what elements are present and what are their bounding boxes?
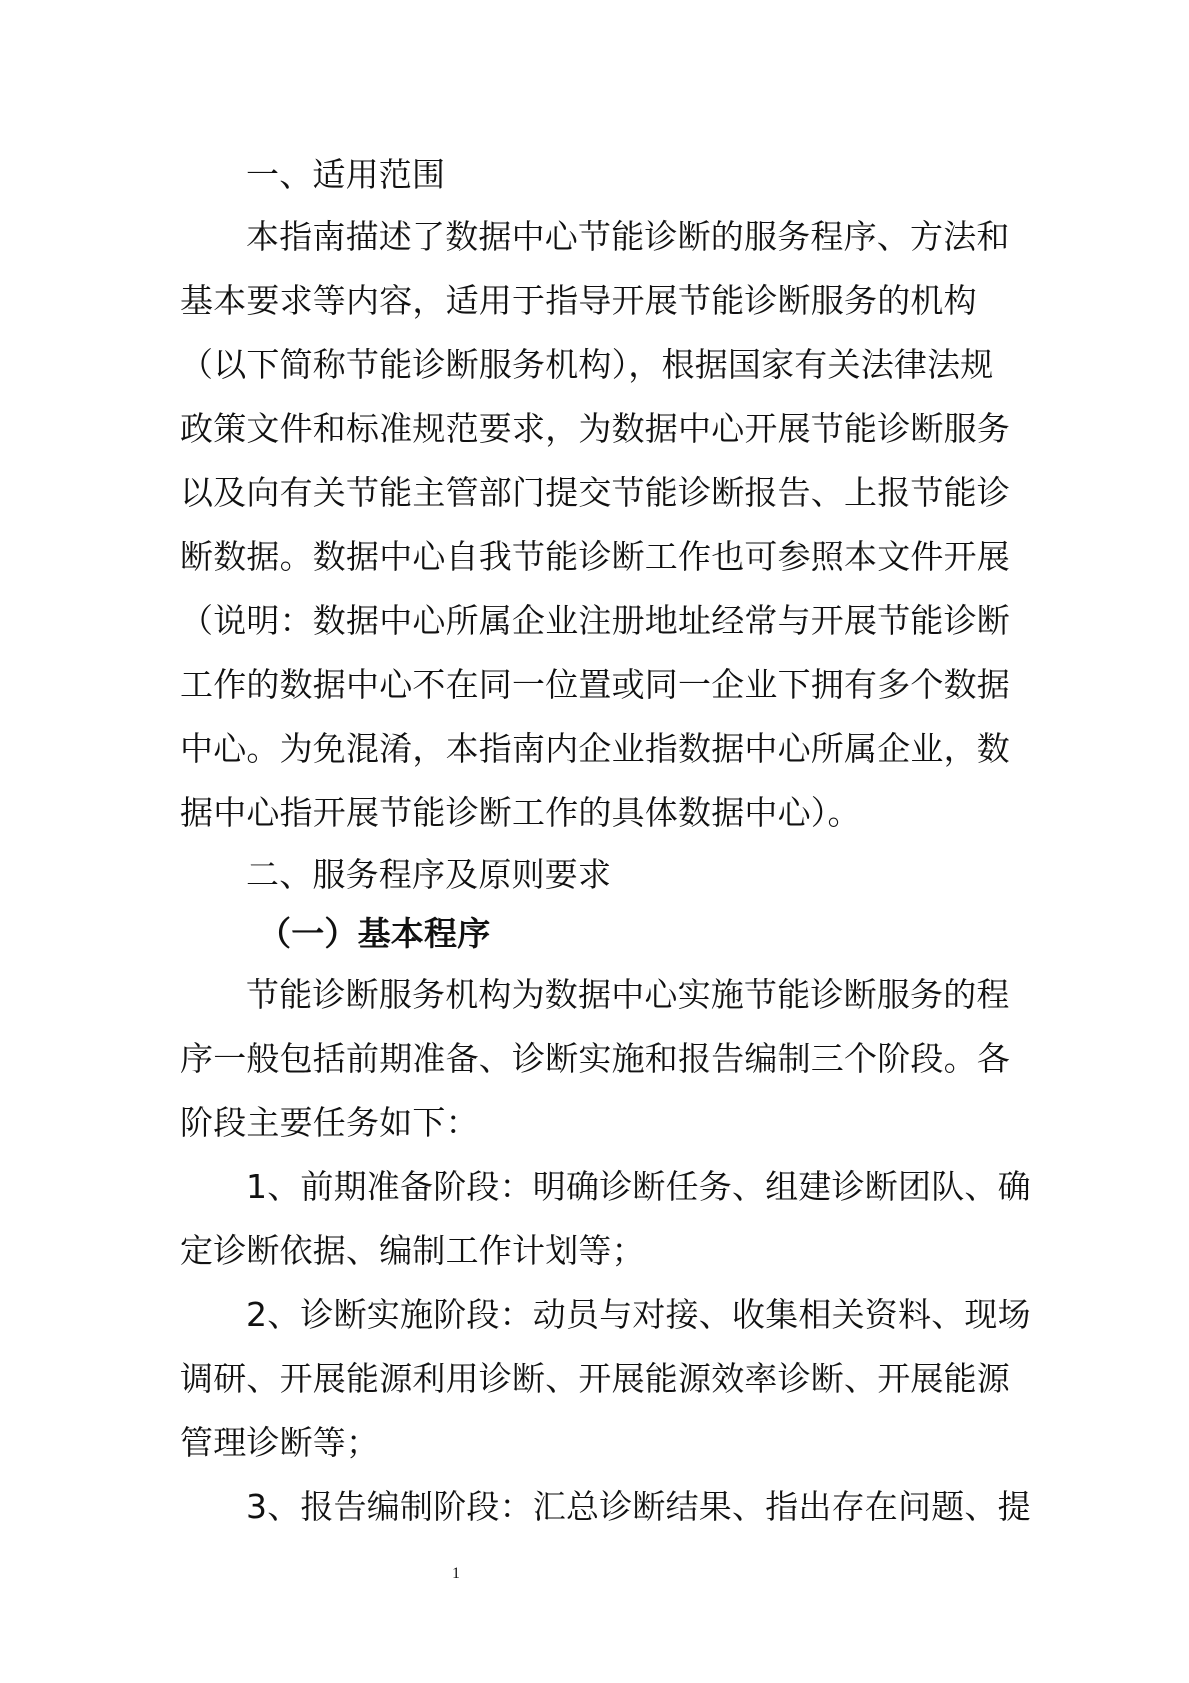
list-item-line: 1、前期准备阶段：明确诊断任务、组建诊断团队、确 (246, 1167, 1031, 1206)
paragraph-line: 本指南描述了数据中心节能诊断的服务程序、方法和 (246, 217, 1010, 256)
paragraph-line: 中心。为免混淆，本指南内企业指数据中心所属企业，数 (180, 729, 1010, 768)
paragraph-line: 基本要求等内容，适用于指导开展节能诊断服务的机构 (180, 281, 977, 320)
page-number: 1 (452, 1565, 460, 1582)
document-body (180, 145, 1031, 1539)
paragraph-line: 节能诊断服务机构为数据中心实施节能诊断服务的程 (246, 975, 1010, 1014)
subsection-heading-basic-procedure: （一）基本程序 (258, 914, 491, 953)
paragraph-line: 阶段主要任务如下： (180, 1103, 479, 1142)
paragraph-line: 序一般包括前期准备、诊断实施和报告编制三个阶段。各 (180, 1039, 1010, 1078)
paragraph-line: （说明：数据中心所属企业注册地址经常与开展节能诊断 (180, 601, 1010, 640)
section-heading-procedure: 二、服务程序及原则要求 (246, 855, 612, 894)
list-item-line: 管理诊断等； (180, 1423, 380, 1462)
list-item-line: 3、报告编制阶段：汇总诊断结果、指出存在问题、提 (246, 1487, 1031, 1526)
list-item-line: 调研、开展能源利用诊断、开展能源效率诊断、开展能源 (180, 1359, 1010, 1398)
paragraph-line: 据中心指开展节能诊断工作的具体数据中心）。 (180, 793, 861, 832)
paragraph-line: 断数据。数据中心自我节能诊断工作也可参照本文件开展 (180, 537, 1010, 576)
paragraph-line: 工作的数据中心不在同一位置或同一企业下拥有多个数据 (180, 665, 1010, 704)
paragraph-line: （以下简称节能诊断服务机构），根据国家有关法律法规 (180, 345, 994, 384)
section-heading-scope: 一、适用范围 (246, 155, 446, 194)
paragraph-line: 以及向有关节能主管部门提交节能诊断报告、上报节能诊 (180, 473, 1010, 512)
list-item-line: 定诊断依据、编制工作计划等； (180, 1231, 645, 1270)
list-item-line: 2、诊断实施阶段：动员与对接、收集相关资料、现场 (246, 1295, 1031, 1334)
paragraph-line: 政策文件和标准规范要求，为数据中心开展节能诊断服务 (180, 409, 1010, 448)
